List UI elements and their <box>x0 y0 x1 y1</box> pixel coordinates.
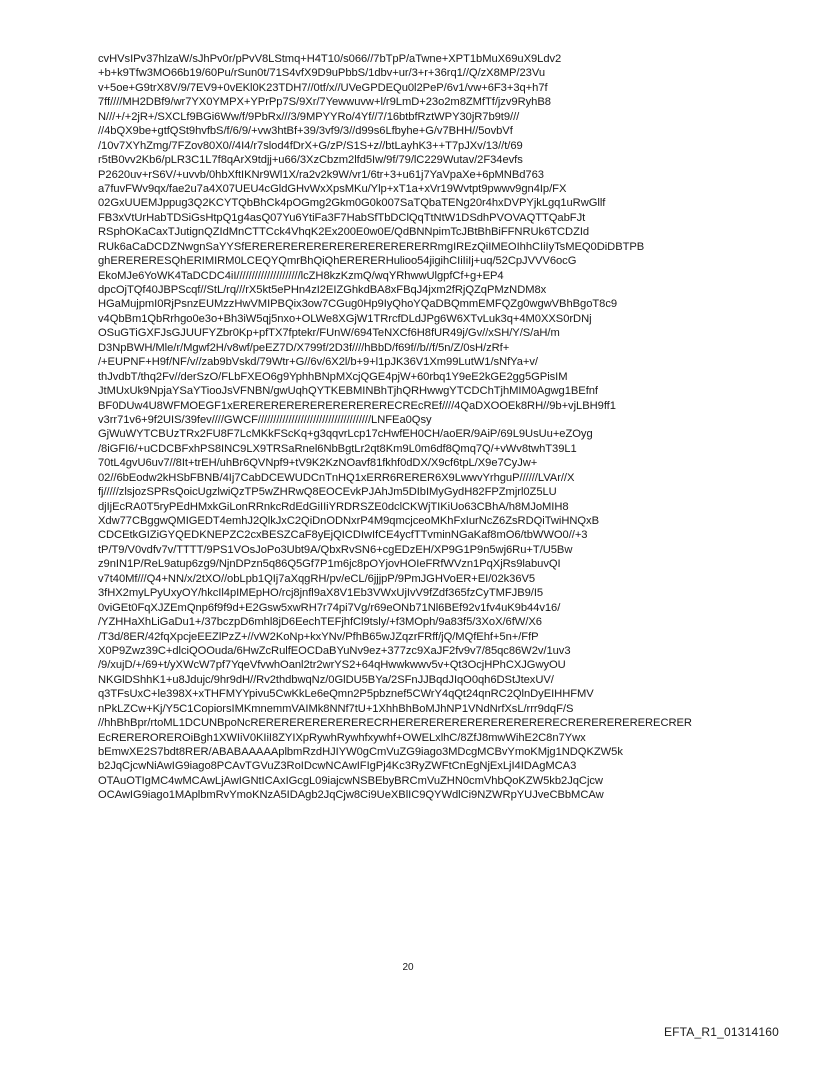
text-line: thJvdbT/thq2Fv//derSzO/FLbFXEO6g9YphhBNpMXcjQGE4pjW+60rbq1Y9eE2kGE2gg5GPisIM <box>98 370 568 383</box>
text-line: ghERERERESQhERIMIRM0LCEQYQmrBhQiQhERERERHulioo54jigihCIiIiIj+uq/52CpJVVV6ocG <box>98 255 577 268</box>
text-line: tP/T9/V0vdfv7v/TTTT/9PS1VOsJoPo3Ubt9A/QbxRvSN6+cgEDzEH/XP9G1P9n5wj6Ru+T/U5Bw <box>98 543 573 556</box>
text-line: v3rr71v6+9f2UIS/39fev////GWCF/////////////////////////////////////LNFEa0Qsy <box>98 413 432 426</box>
encoded-text-block <box>98 52 738 803</box>
text-line: CDCEtkGIZiGYQEDKNEPZC2cxBESZCaF8yEjQICDIwIfCE4ycfTTvminNGaKaf8mO6/tbWWO0//+3 <box>98 529 588 542</box>
text-line: NKGlDShhK1+u8Jdujc/9hr9dH//Rv2thdbwqNz/0GlDU5BYa/2SFnJJBqdJIqO0qh6DStJtexUV/ <box>98 673 554 686</box>
text-line: //hhBhBpr/rtoML1DCUNBpoNcRERERERERERERERECRHERERERERERERERERERERECRERERERERERECRER <box>98 717 692 730</box>
text-line: OTAuOTIgMC4wMCAwLjAwIGNtICAxIGcgL09iajcwNSBEbyBRCmVuZHN0cmVhbQoKZW5kb2JqCjcw <box>98 774 603 787</box>
text-line: X0P9Zwz39C+dlciQOOuda/6HwZcRulfEOCDaBYuNv9ez+377zc9XaJF2fv9v7/85qc86W2v/1uv3 <box>98 644 571 657</box>
text-line: /YZHHaXhLiGaDu1+/37bczpD6mhl8jD6EechTEFjhfCl9tsly/+f3MOph/9a83f5/3XoX/6fW/X6 <box>98 616 542 629</box>
text-line: JtMUxUk9NpjaYSaYTiooJsVFNBN/gwUqhQYTKEBMINBhTjhQRHwwgYTCDChTjhMIM0Agwg1BEfnf <box>98 385 598 398</box>
text-line: dpcOjTQf40JBPScqf//StL/rq///rX5kt5ePHn4zI2EIZGhkdBA8xFBqJ4jxm2fRjQZqPMzNDM8x <box>98 284 547 296</box>
text-line: cvHVsIPv37hlzaW/sJhPv0r/pPvV8LStmq+H4T10/s066//7bTpP/aTwne+XPT1bMuX69uX9Ldv2 <box>98 53 562 65</box>
text-line: b2JqCjcwNiAwIG9iago8PCAvTGVuZ3RoIDcwNCAwIFIgPj4Kc3RyZWFtCnEgNjExLjI4IDAgMCA3 <box>98 760 577 773</box>
text-line: RSphOKaCaxTJutignQZIdMnCTTCck4VhqK2Ex200E0w0E/QdBNNpimTcJBtBhBiFFNRUk6TCDZId <box>98 226 590 239</box>
text-line: Xdw77CBggwQMIGEDT4emhJ2QlkJxC2QiDnODNxrP4M9qmcjceoMKhFxIurNcZ6ZsRDQiTwiHNQxB <box>98 515 599 527</box>
text-line: 70tL4gvU6uv7//8It+trEH/uhBr6QVNpf9+tV9K2KzNOavf81fkhf0dDX/X9cf6tpL/X9e7CyJw+ <box>98 457 538 470</box>
text-line: /8iGFI6/+uCDCBFxhPS8INC9LX9TRSaRnel6NbBgtLr2qt8Km9L0m6df8Qmq7Q/+vWv8twhT39L1 <box>98 442 577 455</box>
text-line: nPkLZCw+Kj/Y5C1CopiorsIMKmnemmVAIMk8NNf7tU+1XhhBhBoMJhNP1VNdNrfXsL/rrr9dqF/S <box>98 702 574 715</box>
text-line: djIjEcRA0T5ryPEdHMxkGiLonRRnkcRdEdGiIIiYRDRSZE0dclCKWjTIKiUo63CBhA/h8MJoMIH8 <box>98 500 569 513</box>
text-line: /9/xujD/+/69+t/yXWcW7pf7YqeVfvwhOanl2tr2wrYS2+64qHwwkwwv5v+Qt3OcjHPhCXJGwyOU <box>98 659 566 672</box>
text-line: z9nIN1P/ReL9atup6zg9/NjnDPzn5q86Q5Gf7P1m6jc8pOYjovHOIeFRfWVzn1PqXjRs9labuvQI <box>98 558 561 571</box>
text-line: v4QbBm1QbRrhgo0e3o+Bh3iW5qj5nxo+OLWe8XGjW1TRrcfDLdJPg6W6XTvLuk3q+4M0XXS0rDNj <box>98 312 592 325</box>
text-line: v7t40Mf///Q4+NN/x/2tXO//obLpb1QIj7aXqgRH/pv/eCL/6jjjpP/9PmJGHVoER+EI/02k36V5 <box>98 572 536 585</box>
text-line: a7fuvFWv9qx/fae2u7a4X07UEU4cGldGHvWxXpsMKu/Ylp+xT1a+xVr19Wvtpt9pwwv9gn4Ip/FX <box>98 182 567 195</box>
text-line: D3NpBWH/Mle/r/Mgwf2H/v8wf/peEZ7D/X799f/2D3f////hBbD/f69f//b//f/5n/Z/0sH/zRf+ <box>98 341 510 354</box>
text-line: q3TFsUxC+le398X+xTHFMYYpivu5CwKkLe6eQmn2P5pbznef5CWrY4qQt24qnRC2QlnDyEIHHFMV <box>98 688 594 701</box>
page-number: 20 <box>402 962 414 973</box>
text-line: BF0DUw4U8WFMOEGF1xERERERERERERERERERERECREcREf////4QaDXOOEk8RH//9b+vjLBH9ff1 <box>98 399 616 412</box>
text-line: v+5oe+G9trX8V/9/7EV9+0vEKl0K23TDH7//0tf/x//UVeGPDEQu0l2PeP/6v1/vw+6F3+3q+h7f <box>98 81 548 94</box>
text-line: EcREREROREROiBgh1XWIiV0KIiI8ZYIXpRywhRywhfxywhf+OWELxlhC/8ZfJ8mwWihE2C8n7Ywx <box>98 731 586 744</box>
text-line: RUk6aCaDCDZNwgnSaYYSfERERERERERERERERERERERERRmgIREzQiIMEOIhhCIiIyTsMEQ0DiDBTPB <box>98 240 645 253</box>
text-line: +b+k9Tfw3MO66b19/60Pu/rSun0t/71S4vfX9D9uPbbS/1dbv+ur/3+r+36rq1//Q/zX8MP/23Vu <box>98 67 545 80</box>
text-line: /T3d/8ER/42fqXpcjeEEZlPzZ+//vW2KoNp+kxYNv/PfhB65wJZqzrFRff/jQ/MQfEhf+5n+/FfP <box>98 630 539 643</box>
text-line: OSuGTiGXFJsGJUUFYZbr0Kp+pfTX7fptekr/FUnW/694TeNXCf6H8fUR49j/Gv//xSH/Y/S/aH/m <box>98 327 560 340</box>
text-line: bEmwXE2S7bdt8RER/ABABAAAAAplbmRzdHJIYW0gCmVuZG9iago3MDcgMCBvYmoKMjg1NDQKZW5k <box>98 746 623 758</box>
text-line: //4bQX9be+gtfQSt9hvfbS/f/6/9/+vw3htBf+39/3vf9/3//d99s6Lfbyhe+G/v7BHH//5ovbVf <box>98 125 513 138</box>
text-line: /+EUPNF+H9f/NF/v//zab9bVskd/79Wtr+G//6v/6X2l/b+9+l1pJK36V1Xm99LutW1/sNfYa+v/ <box>98 356 538 369</box>
text-line: OCAwIG9iago1MAplbmRvYmoKNzA5IDAgb2JqCjw8Ci9UeXBlIC9QYWdlCi9NZWRpYUJveCBbMCAw <box>98 789 604 802</box>
text-line: /10v7XYhZmg/7FZov80X0//4I4/r7slod4fDrX+G/zP/S1S+z//btLayhK3++T7pJXv/13//t/69 <box>98 139 523 152</box>
text-line: 02//6bEodw2kHSbFBNB/4Ij7CabDCEWUDCnTnHQ1xERR6RERER6X9LwwvYrhguP//////LVAr//X <box>98 471 575 484</box>
text-line: N///+/+2jR+/SXCLf9BGi6Ww/f/9PbRx///3/9MPYYRo/4Yf//7/16btbfRztWPY30jR7b9t9/// <box>98 110 520 123</box>
text-line: GjWuWYTCBUzTRx2FU8F7LcMKkFScKq+g3qqvrLcp17cHwfEH0CH/aoER/9AiP/69L9UsUu+eZOyg <box>98 428 593 441</box>
text-line: 3fHX2myLPyUxyOY/hkcIl4pIMEpHO/rcj8jnfl9aX8V1Eb3VWxUjIvV9fZdf365fzCyTMFJB9/I5 <box>98 587 544 600</box>
text-line: 02GxUUEMJppug3Q2KCYTQbBhCk4pOGmg2Gkm0G0k007SaTQbaTENg20r4hxDVPYjkLgq1uRwGllf <box>98 197 606 210</box>
text-line: HGaMujpmI0RjPsnzEUMzzHwVMIPBQix3ow7CGug0Hp9IyQhoYQaDBQmmEMFQZg0wgwVBhBgoT8c9 <box>98 298 618 311</box>
text-line: EkoMJe6YoWK4TaDCDC4iI/////////////////////lcZH8kzKzmQ/wqYRhwwUlgpfCf+g+EP4 <box>98 269 504 282</box>
text-line: fj/////zlsjozSPRsQoicUgzlwiQzTP5wZHRwQ8EOCEvkPJAhJm5DIbIMyGydH82FPZmjrl0Z5LU <box>98 486 557 499</box>
bates-stamp: EFTA_R1_01314160 <box>663 1025 779 1039</box>
text-line: 0viGEt0FqXJZEmQnp6f9f9d+E2Gsw5xwRH7r74pi7Vg/r69eONb71Nl6BEf92v1fv4uK9b44v16/ <box>98 601 561 614</box>
text-line: 7ff////MH2DBf9/wr7YX0YMPX+YPrPp7S/9Xr/7Yewwuvw+l/r9LmD+23o2m8ZMfTf/jzv9RyhB8 <box>98 96 551 109</box>
text-line: FB3xVtUrHabTDSiGsHtpQ1g4asQ07Yu6YtiFa3F7HabSfTbDClQqTtNtW1DSdhPVOVAQTTQabFJt <box>98 211 586 224</box>
text-line: P2620uv+rS6V/+uvvb/0hbXftIKNr9Wl1X/ra2v2k9W/vr1/6tr+3+u61j7YaVpaXe+6pMNBd763 <box>98 168 544 181</box>
text-line: r5tB0vv2Kb6/pLR3C1L7f8qArX9tdjj+u66/3XzCbzm2lfd5Iw/9f/79/lC229Wutav/2F34evfs <box>98 154 523 167</box>
